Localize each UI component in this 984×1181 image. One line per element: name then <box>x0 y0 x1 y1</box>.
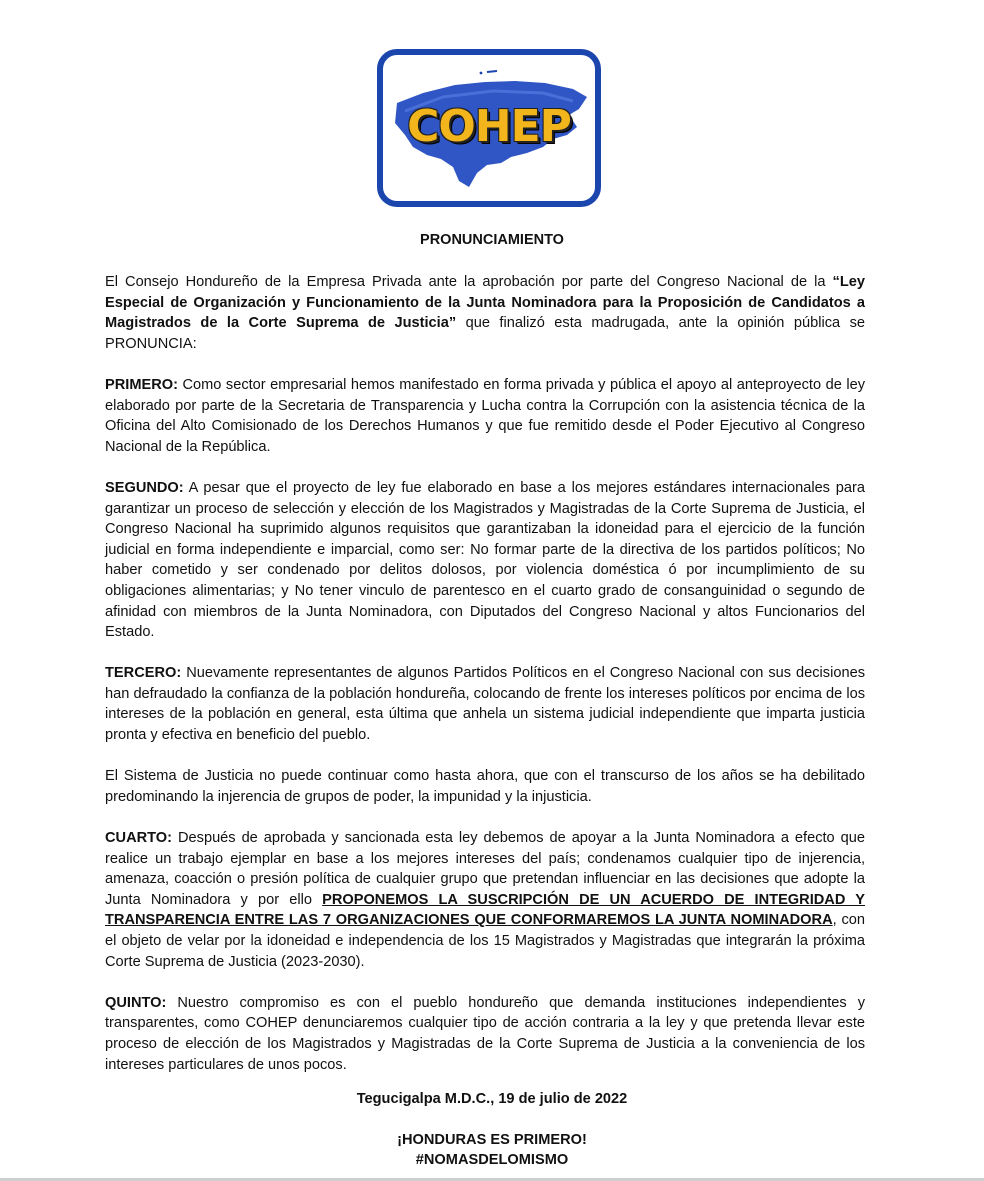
law-title: “Ley Especial de Organización y Funcionamiento de la Junta Nominadora para la Proposición de Candidatos a Magistrados de la Corte Suprema de Justicia” <box>105 274 865 332</box>
quinto-paragraph <box>105 993 865 1075</box>
quinto-label: QUINTO: <box>105 994 167 1011</box>
place-date: Tegucigalpa M.D.C., 19 de julio de 2022 <box>356 1091 628 1107</box>
hashtag: #NOMASDELOMISMO <box>415 1152 569 1168</box>
intro-text: El Consejo Hondureño de la Empresa Privada ante la aprobación por parte del Congreso Nacional de la <box>105 274 833 290</box>
primero-text: Como sector empresarial hemos manifestado en forma privada y pública el apoyo al anteproyecto de ley elaborado por parte de la Secretaria de Transparencia y Lucha contra la Corrupción con la asistencia técnica de la Oficina del Alto Comisionado de los Derechos Humanos y que fue remitido desde el Poder Ejecutivo al Congreso Nacional de la República. <box>105 376 865 455</box>
document-body <box>105 272 865 1075</box>
page-title: PRONUNCIAMIENTO <box>420 232 564 248</box>
cuarto-text: Después de aprobada y sancionada esta ley debemos de apoyar a la Junta Nominadora a efecto que realice un trabajo ejemplar en base a los mejores intereses del país; condenamos cualquier tipo de injerencia, amenaza, coacción o presión política de cualquier grupo que pretendan influenciar en las decisiones que adopte la Junta Nominadora y por ello <box>105 830 865 908</box>
intro-closing: que finalizó esta madrugada, ante la opinión pública se PRONUNCIA: <box>105 315 865 352</box>
cuarto-paragraph <box>105 828 865 972</box>
quinto-text: Nuestro compromiso es con el pueblo hondureño que demanda instituciones independientes y transparentes, como COHEP denunciaremos cualquier tipo de acción contraria a la ley y que pretenda llevar este proceso de elección de los Magistrados y Magistradas de la Corte Suprema de Justicia a la conveniencia de los intereses particulares de unos pocos. <box>105 994 865 1073</box>
tercero-text: Nuevamente representantes de algunos Partidos Políticos en el Congreso Nacional con sus decisiones han defraudado la confianza de la población hondureña, colocando de frente los intereses políticos por encima de los intereses de la población en general, esta última que anhela un sistema judicial independiente que imparta justicia pronta y efectiva en beneficio del pueblo. <box>105 665 865 744</box>
logo-wordmark: COHEP <box>407 101 571 152</box>
segundo-text: A pesar que el proyecto de ley fue elaborado en base a los mejores estándares internacionales para garantizar un proceso de selección y elección de los Magistrados y Magistradas de la Corte Suprema de Justicia, el Congreso Nacional ha suprimido algunos requisitos que garantizaban la idoneidad para el ejercicio de la función judicial en forma independiente e imparcial, como ser: No formar parte de la directiva de los partidos políticos; No haber cometido y ser condenado por delitos dolosos, por violencia doméstica ó por incumplimiento de su obligaciones alimentarias; y No tener vinculo de parentesco en el cuarto grado de consanguinidad o segundo de afinidad con miembros de la Junta Nominadora, con Diputados del Congreso Nacional y altos Funcionarios del Estado. <box>105 479 865 641</box>
primero-label: PRIMERO: <box>105 376 178 393</box>
cuarto-closing: , con el objeto de velar por la idoneidad e independencia de los 15 Magistrados y Magistradas que integrarán la próxima Corte Suprema de Justicia (2023-2030). <box>105 912 865 970</box>
sistema-paragraph: El Sistema de Justicia no puede continuar como hasta ahora, que con el transcurso de los años se ha debilitado predominando la injerencia de grupos de poder, la impunidad y la injusticia. <box>105 768 865 805</box>
cohep-logo <box>377 49 601 207</box>
segundo-label: SEGUNDO: <box>105 479 184 496</box>
cuarto-emphasis: PROPONEMOS LA SUSCRIPCIÓN DE UN ACUERDO DE INTEGRIDAD Y TRANSPARENCIA ENTRE LAS 7 ORGANIZACIONES QUE CONFORMAREMOS LA JUNTA NOMINADORA <box>105 891 865 929</box>
tercero-label: TERCERO: <box>105 665 182 682</box>
primero-paragraph <box>105 375 865 457</box>
cuarto-label: CUARTO: <box>105 830 173 847</box>
segundo-paragraph <box>105 478 865 643</box>
intro-paragraph <box>105 272 865 354</box>
tercero-paragraph <box>105 663 865 745</box>
motto: ¡HONDURAS ES PRIMERO! <box>397 1132 587 1148</box>
